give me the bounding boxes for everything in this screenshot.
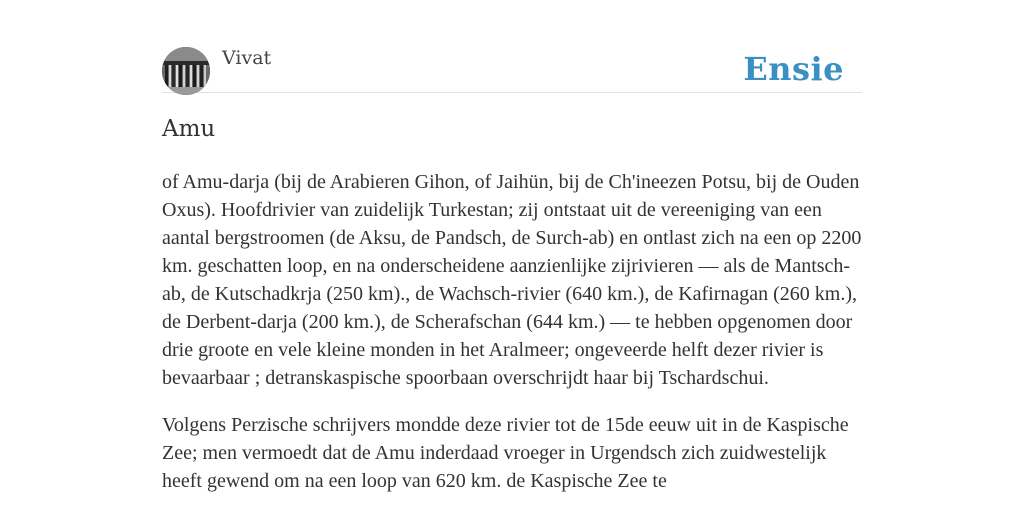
brand-logo-link[interactable]: Ensie — [743, 50, 844, 88]
book-spines-icon — [162, 47, 210, 95]
article-paragraph: Volgens Perzische schrijvers mondde deze rivier tot de 15de eeuw uit in de Kaspische Zee; men vermoedt dat de Amu inderdaad vroeger in Urgendsch zich zuidwestelijk heeft gewend om na een loop van 620 km. de Kaspische Zee te — [162, 414, 849, 492]
article-body — [162, 168, 866, 512]
page-header — [162, 44, 862, 93]
article-title: Amu — [162, 116, 216, 142]
author-avatar[interactable] — [162, 47, 210, 95]
article-paragraph: of Amu-darja (bij de Arabieren Gihon, of Jaihün, bij de Ch'ineezen Potsu, bij de Ouden Oxus). Hoofdrivier van zuidelijk Turkestan; zij ontstaat uit de vereeniging van een aantal bergstroomen (de Aksu, de Pandsch, de Surch-ab) en ontlast zich na een op 2200 km. geschatten loop, en na onderscheidene aanzienlijke zijrivieren — als de Mantsch-ab, de Kutschadkrja (250 km)., de Wachsch-rivier (640 km.), de Kafirnagan (260 km.), de Derbent-darja (200 km.), de Scherafschan (644 km.) — te hebben opgenomen door drie groote en vele kleine monden in het Aralmeer; ongeveerde helft dezer rivier is bevaarbaar ; detranskaspische spoorbaan overschrijdt haar bij Tschardschui. — [162, 171, 862, 389]
author-link[interactable]: Vivat — [222, 47, 272, 69]
